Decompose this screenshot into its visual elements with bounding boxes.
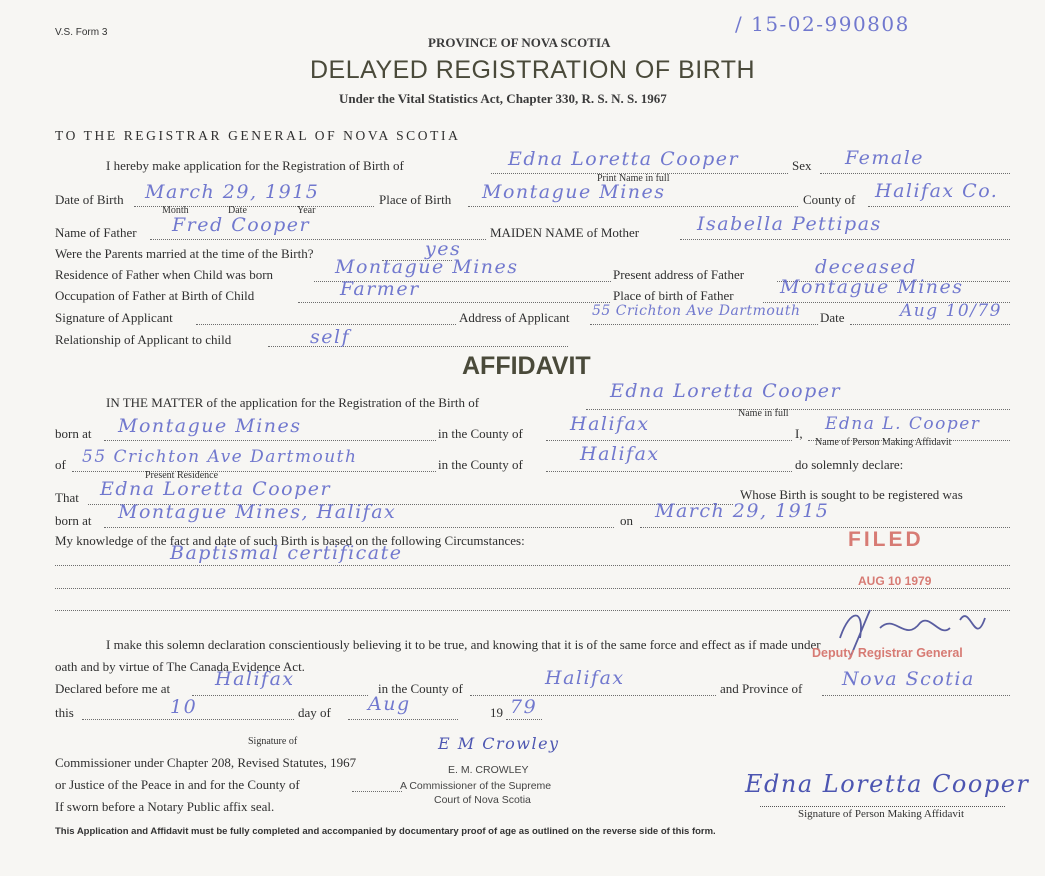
residence-affidavit-value: 55 Crichton Ave Dartmouth: [82, 447, 358, 467]
month-line: [348, 719, 458, 720]
commissioner-title-stamp-2: Court of Nova Scotia: [434, 794, 531, 806]
declaration-line-1: I make this solemn declaration conscientiously believing it to be true, and knowing that it is of the same force and effect as if made under: [106, 637, 821, 652]
circumstances-line-1: [55, 565, 1010, 566]
born-at-line: [104, 440, 436, 441]
name-in-full-label: Name in full: [738, 408, 789, 419]
month-value: Aug: [368, 693, 411, 715]
county-value: Halifax Co.: [875, 180, 999, 202]
declared-line: [192, 695, 368, 696]
occupation-line: [298, 302, 610, 303]
married-label: Were the Parents married at the time of the Birth?: [55, 246, 314, 261]
page-subtitle: Under the Vital Statistics Act, Chapter 330, R. S. N. S. 1967: [339, 91, 667, 106]
in-county-label-2: in the County of: [438, 457, 523, 472]
present-address-label: Present address of Father: [613, 267, 745, 282]
affidavit-name-value: Edna Loretta Cooper: [610, 380, 842, 402]
residence-value: Montague Mines: [335, 256, 519, 278]
year-line: [506, 719, 542, 720]
present-residence-label: Present Residence: [145, 470, 219, 481]
in-county-label: in the County of: [438, 426, 523, 441]
residence-line-affidavit: [72, 471, 436, 472]
county-label: County of: [803, 192, 856, 207]
father-value: Fred Cooper: [172, 214, 311, 236]
address-value: 55 Crichton Ave Dartmouth: [592, 303, 801, 319]
married-value: yes: [425, 238, 462, 260]
sex-label: Sex: [792, 158, 812, 173]
date-field-label: Date: [820, 310, 845, 325]
form-number: V.S. Form 3: [55, 27, 108, 38]
declared-county-value: Halifax: [545, 667, 625, 689]
sex-line: [820, 173, 1010, 174]
born-place-line: [104, 527, 614, 528]
address-label: Address of Applicant: [459, 310, 570, 325]
occupation-label: Occupation of Father at Birth of Child: [55, 288, 255, 303]
address-line: [590, 324, 818, 325]
signature-line: [196, 324, 456, 325]
filed-date-stamp: AUG 10 1979: [858, 574, 932, 588]
year-prefix: 19: [490, 705, 503, 720]
declared-county-label: in the County of: [378, 681, 463, 696]
father-birthplace-label: Place of birth of Father: [613, 288, 734, 303]
circumstances-line-2: [55, 588, 1010, 589]
dob-label: Date of Birth: [55, 192, 124, 207]
handwritten-file-number: / 15-02-990808: [735, 12, 910, 36]
circumstances-value: Baptismal certificate: [170, 542, 403, 564]
commissioner-name-stamp: E. M. CROWLEY: [448, 764, 529, 776]
applicant-name-value: Edna Loretta Cooper: [508, 148, 740, 170]
relationship-value: self: [310, 326, 351, 348]
person-signature: Edna Loretta Cooper: [745, 770, 1030, 798]
occupation-value: Farmer: [340, 278, 420, 300]
commissioner-title-stamp-1: A Commissioner of the Supreme: [400, 780, 552, 792]
commissioner-signature: E M Crowley: [438, 734, 560, 753]
declared-at-value: Halifax: [215, 668, 295, 690]
declaration-line-2: oath and by virtue of The Canada Evidence Act.: [55, 659, 305, 674]
sex-value: Female: [845, 147, 925, 169]
signature-label: Signature of Applicant: [55, 310, 173, 325]
born-at-value: Montague Mines: [118, 415, 302, 437]
day-value: 10: [170, 696, 198, 718]
mother-label: MAIDEN NAME of Mother: [490, 225, 640, 240]
pob-label: Place of Birth: [379, 192, 452, 207]
justice-line: [352, 791, 402, 792]
that-value: Edna Loretta Cooper: [100, 478, 332, 500]
page-title: DELAYED REGISTRATION OF BIRTH: [310, 56, 756, 84]
born-at-label: born at: [55, 426, 92, 441]
mother-value: Isabella Pettipas: [697, 213, 882, 235]
pob-value: Montague Mines: [482, 181, 666, 203]
date-field-value: Aug 10/79: [900, 301, 1003, 321]
relationship-label: Relationship of Applicant to child: [55, 332, 232, 347]
signature-of-label: Signature of: [248, 736, 298, 747]
day-line: [82, 719, 294, 720]
declare-label: do solemnly declare:: [795, 457, 904, 472]
born-place-value: Montague Mines, Halifax: [118, 501, 397, 523]
whose-birth-label: Whose Birth is sought to be registered was: [740, 487, 963, 502]
footer-note: This Application and Affidavit must be fully completed and accompanied by documentary proof of age as outlined on the reverse side of this form.: [55, 826, 716, 837]
year-label: Year: [297, 205, 316, 216]
declared-label: Declared before me at: [55, 681, 171, 696]
date-field-line: [850, 324, 1010, 325]
month-label: Month: [162, 205, 189, 216]
matter-line: [586, 409, 1010, 410]
born-date-value: March 29, 1915: [655, 500, 830, 522]
born-date-line: [640, 527, 1010, 528]
commissioner-label: Commissioner under Chapter 208, Revised Statutes, 1967: [55, 755, 357, 770]
this-label: this: [55, 705, 74, 720]
matter-label: IN THE MATTER of the application for the Registration of the Birth of: [106, 395, 480, 410]
county-line: [868, 206, 1010, 207]
print-name-label: Print Name in full: [597, 173, 670, 184]
justice-label: or Justice of the Peace in and for the County of: [55, 777, 300, 792]
province-value: Nova Scotia: [842, 668, 975, 690]
declared-county-line: [470, 695, 716, 696]
notary-label: If sworn before a Notary Public affix seal.: [55, 799, 275, 814]
sig-person-label: Signature of Person Making Affidavit: [798, 808, 964, 820]
born-at-label-2: born at: [55, 513, 92, 528]
affidavit-heading: AFFIDAVIT: [462, 352, 591, 380]
in-county-line: [546, 440, 792, 441]
person-affidavit-label: Name of Person Making Affidavit: [815, 437, 952, 448]
i-label: I,: [795, 426, 803, 441]
pob-line: [468, 206, 798, 207]
day-of-label: day of: [298, 705, 331, 720]
year-value: 79: [510, 696, 538, 718]
province-label: and Province of: [720, 681, 803, 696]
in-county-value-2: Halifax: [580, 443, 660, 465]
residence-label: Residence of Father when Child was born: [55, 267, 274, 282]
knowledge-label: My knowledge of the fact and date of such Birth is based on the following Circumstances:: [55, 533, 525, 548]
dob-value: March 29, 1915: [145, 181, 320, 203]
father-birthplace-value: Montague Mines: [780, 276, 964, 298]
present-address-value: deceased: [815, 256, 917, 278]
province-line: [822, 695, 1010, 696]
date-label: Date: [228, 205, 247, 216]
person-signature-line: [760, 806, 1005, 807]
registrar-line: TO THE REGISTRAR GENERAL OF NOVA SCOTIA: [55, 128, 461, 143]
deputy-stamp: Deputy Registrar General: [812, 646, 963, 660]
of-label: of: [55, 457, 66, 472]
that-label: That: [55, 490, 79, 505]
filed-stamp: FILED: [848, 528, 924, 551]
in-county-value: Halifax: [570, 413, 650, 435]
in-county-line-2: [546, 471, 792, 472]
person-value: Edna L. Cooper: [825, 414, 981, 434]
on-label: on: [620, 513, 633, 528]
mother-line: [680, 239, 1010, 240]
province-heading: PROVINCE OF NOVA SCOTIA: [428, 35, 611, 50]
intro-label: I hereby make application for the Registration of Birth of: [106, 158, 404, 173]
father-label: Name of Father: [55, 225, 137, 240]
